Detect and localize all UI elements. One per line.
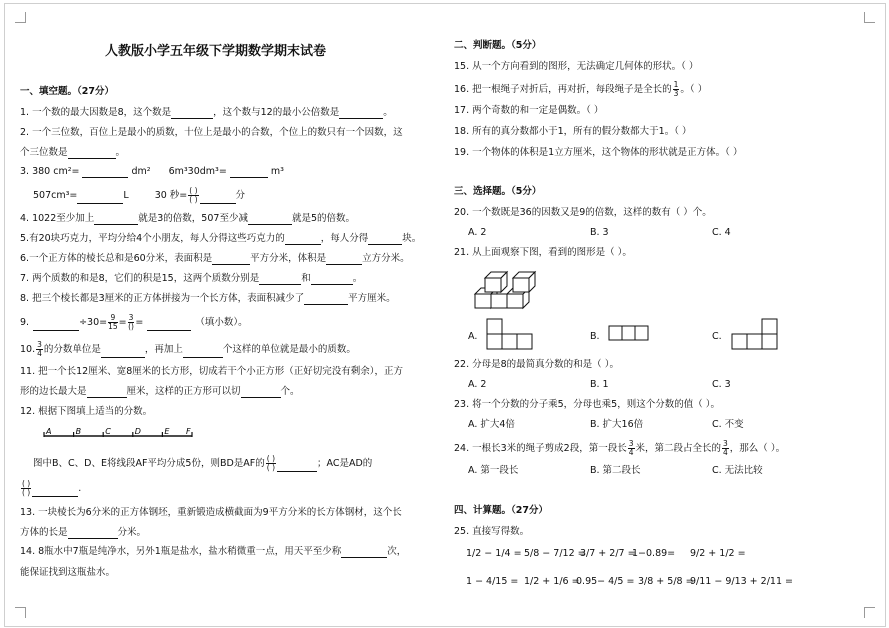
question-23: 23. 将一个分数的分子乘5，分母也乘5，则这个分数的值（ ）。 (454, 399, 720, 410)
answer-blank[interactable] (311, 274, 353, 285)
segment-af-diagram (40, 424, 200, 444)
answer-blank[interactable] (277, 461, 317, 472)
label-c: C (105, 427, 111, 436)
label-e: E (164, 427, 170, 436)
corner-mark (864, 607, 875, 618)
answer-blank[interactable] (68, 528, 118, 539)
corner-mark (15, 12, 26, 23)
answer-blank[interactable] (101, 347, 145, 358)
calc-item: 0.95− 4/5 = (576, 576, 635, 587)
question-14-line2: 能保证找到这瓶盐水。 (20, 567, 116, 578)
question-3-line2: 507cm³= L 30 秒= $\frac{( )}{( )}$ 分 (33, 186, 246, 204)
section-heading-multiple-choice: 三、选择题。（5分） (454, 186, 542, 197)
calc-item: 1/2 + 1/6 = (524, 576, 580, 587)
option-21-b[interactable]: B. (590, 331, 600, 342)
question-2-line2: 个三位数是 。 (20, 147, 126, 158)
answer-blank[interactable] (259, 274, 301, 285)
answer-blank[interactable] (368, 234, 402, 245)
option-23-a[interactable]: A. 扩大4倍 (468, 419, 515, 430)
question-13-line2: 方体的长是 分米。 (20, 527, 147, 538)
answer-blank[interactable] (77, 193, 123, 204)
answer-blank[interactable] (212, 254, 250, 265)
answer-blank[interactable] (230, 167, 268, 178)
question-4: 4. 1022至少加上 就是3的倍数，507至少减 就是5的倍数。 (20, 213, 355, 224)
answer-blank[interactable] (171, 108, 213, 119)
question-21: 21. 从上面观察下图，看到的图形是（ ）。 (454, 247, 632, 258)
answer-blank[interactable] (285, 234, 321, 245)
question-14-line1: 14. 8瓶水中7瓶是纯净水，另外1瓶是盐水，盐水稍微重一点，用天平至少称 次， (20, 546, 407, 557)
fraction-3-4: $\frac{3}{4}$ (628, 439, 634, 457)
answer-blank[interactable] (241, 387, 281, 398)
calc-item: 1 − 4/15 = (466, 576, 519, 587)
question-7: 7. 两个质数的和是8，它们的积是15，这两个质数分别是 和 。 (20, 273, 363, 284)
question-16: 16. 把一根绳子对折后，再对折，每段绳子是全长的 $\frac{1}{3}$ 。（ ） (454, 80, 708, 98)
question-15: 15. 从一个方向看到的图形，无法确定几何体的形状。（ ） (454, 61, 699, 72)
fraction-3-blank[interactable]: $\frac{3}{()}$ (128, 313, 134, 331)
calc-item: 3/7 + 2/7 = (580, 548, 636, 559)
question-10: 10. $\frac{3}{4}$ 的分数单位是 ，再加上 个这样的单位就是最小的质数。 (20, 340, 356, 358)
fraction-3-4: $\frac{3}{4}$ (723, 439, 728, 457)
question-13-line1: 13. 一块棱长为6分米的正方体钢坯，重新锻造成横截面为9平方分米的长方体钢材，这个长 (20, 507, 402, 518)
answer-blank[interactable] (326, 254, 362, 265)
answer-blank[interactable] (87, 387, 127, 398)
answer-blank[interactable] (147, 320, 191, 331)
calc-item: 1/2 − 1/4 = (466, 548, 522, 559)
option-24-a[interactable]: A. 第一段长 (468, 465, 519, 476)
corner-mark (15, 607, 26, 618)
option-23-b[interactable]: B. 扩大16倍 (590, 419, 644, 430)
fraction-blank[interactable]: $\frac{( )}{( )}$ (189, 186, 198, 204)
option-23-c[interactable]: C. 不变 (712, 419, 744, 430)
question-18: 18. 所有的真分数都小于1，所有的假分数都大于1。（ ） (454, 126, 692, 137)
answer-blank[interactable] (339, 108, 383, 119)
answer-blank[interactable] (32, 486, 78, 497)
question-11-line1: 11. 把一个长12厘米、宽8厘米的长方形，切成若干个小正方形（正好切完没有剩余），正方 (20, 366, 404, 377)
question-6: 6.一个正方体的棱长总和是60分米，表面积是 平方分米，体积是 立方分米。 (20, 253, 410, 264)
label-d: D (134, 427, 141, 436)
question-12-line2: $\frac{( )}{( )}$ . (22, 479, 82, 497)
label-f: F (186, 427, 191, 436)
option-22-b[interactable]: B. 1 (590, 379, 609, 390)
question-2-line1: 2. 一个三位数，百位上是最小的质数，十位上是最小的合数，个位上的数只有一个因数，这 (20, 127, 403, 138)
answer-blank[interactable] (200, 193, 236, 204)
corner-mark (864, 12, 875, 23)
option-21-b-shape[interactable] (608, 325, 654, 343)
fraction-blank[interactable]: $\frac{( )}{( )}$ (266, 454, 276, 472)
section-heading-fill-in: 一、填空题。（27分） (20, 86, 114, 97)
option-20-a[interactable]: A. 2 (468, 227, 487, 238)
question-3-line1: 3. 380 cm²= dm² 6m³30dm³= m³ (20, 166, 284, 177)
question-17: 17. 两个奇数的和一定是偶数。（ ） (454, 105, 604, 116)
section-heading-calculation: 四、计算题。（27分） (454, 505, 548, 516)
question-22: 22. 分母是8的最简真分数的和是（ ）。 (454, 359, 619, 370)
answer-blank[interactable] (183, 347, 223, 358)
option-21-c-shape[interactable] (731, 318, 781, 352)
label-b: B (75, 427, 82, 436)
answer-blank[interactable] (94, 214, 138, 225)
calc-item: 3/8 + 5/8 = (638, 576, 694, 587)
answer-blank[interactable] (341, 547, 387, 558)
answer-blank[interactable] (68, 148, 116, 159)
question-12-line1: 图中B、C、D、E将线段AF平均分成5份，则BD是AF的 $\frac{( )}{( )}$ ；AC是AD的 (33, 454, 373, 472)
option-21-c[interactable]: C. (712, 331, 722, 342)
answer-blank[interactable] (82, 167, 128, 178)
question-24: 24. 一根长3米的绳子剪成2段，第一段长 $\frac{3}{4}$ 米，第二段占全长的 $\frac{3}{4}$ ，那么（ ）。 (454, 439, 786, 457)
option-24-b[interactable]: B. 第二段长 (590, 465, 641, 476)
calc-item: 5/8 − 7/12 = (524, 548, 586, 559)
question-8: 8. 把三个棱长都是3厘米的正方体拼接为一个长方体，表面积减少了 平方厘米。 (20, 293, 396, 304)
question-19: 19. 一个物体的体积是1立方厘米，这个物体的形状就是正方体。（ ） (454, 147, 743, 158)
question-11-line2: 形的边长最大是 厘米，这样的正方形可以切 个。 (20, 386, 300, 397)
calc-item: 9/11 − 9/13 + 2/11 = (690, 576, 793, 587)
option-20-c[interactable]: C. 4 (712, 227, 731, 238)
section-heading-true-false: 二、判断题。（5分） (454, 40, 542, 51)
option-22-c[interactable]: C. 3 (712, 379, 731, 390)
question-20: 20. 一个数既是36的因数又是9的倍数，这样的数有（ ）个。 (454, 207, 712, 218)
calc-item: 1−0.89= (632, 548, 676, 559)
answer-blank[interactable] (304, 294, 348, 305)
option-24-c[interactable]: C. 无法比较 (712, 465, 763, 476)
question-9: 9. ÷30= $\frac{9}{15}$ = $\frac{3}{()}$ = （填小数）。 (20, 313, 248, 331)
question-25: 25. 直接写得数。 (454, 526, 530, 537)
question-1: 1. 一个数的最大因数是8，这个数是 ，这个数与12的最小公倍数是 。 (20, 107, 393, 118)
option-21-a-shape[interactable] (486, 318, 536, 352)
question-5: 5.有20块巧克力，平均分给4个小朋友，每人分得这些巧克力的 ，每人分得 块。 (20, 233, 422, 244)
page-title: 人教版小学五年级下学期数学期末试卷 (105, 44, 327, 59)
fraction-9-15: $\frac{9}{15}$ (108, 313, 118, 331)
fraction-1-3: $\frac{1}{3}$ (673, 80, 679, 98)
option-20-b[interactable]: B. 3 (590, 227, 609, 238)
question-12: 12. 根据下图填上适当的分数。 (20, 406, 153, 417)
cube-stack-figure (470, 266, 550, 312)
answer-blank[interactable] (248, 214, 292, 225)
label-a: A (46, 427, 52, 436)
option-22-a[interactable]: A. 2 (468, 379, 487, 390)
answer-blank[interactable] (33, 320, 79, 331)
calc-item: 9/2 + 1/2 = (690, 548, 746, 559)
fraction-3-4: $\frac{3}{4}$ (37, 340, 42, 358)
fraction-blank[interactable]: $\frac{( )}{( )}$ (22, 479, 31, 497)
option-21-a[interactable]: A. (468, 331, 478, 342)
